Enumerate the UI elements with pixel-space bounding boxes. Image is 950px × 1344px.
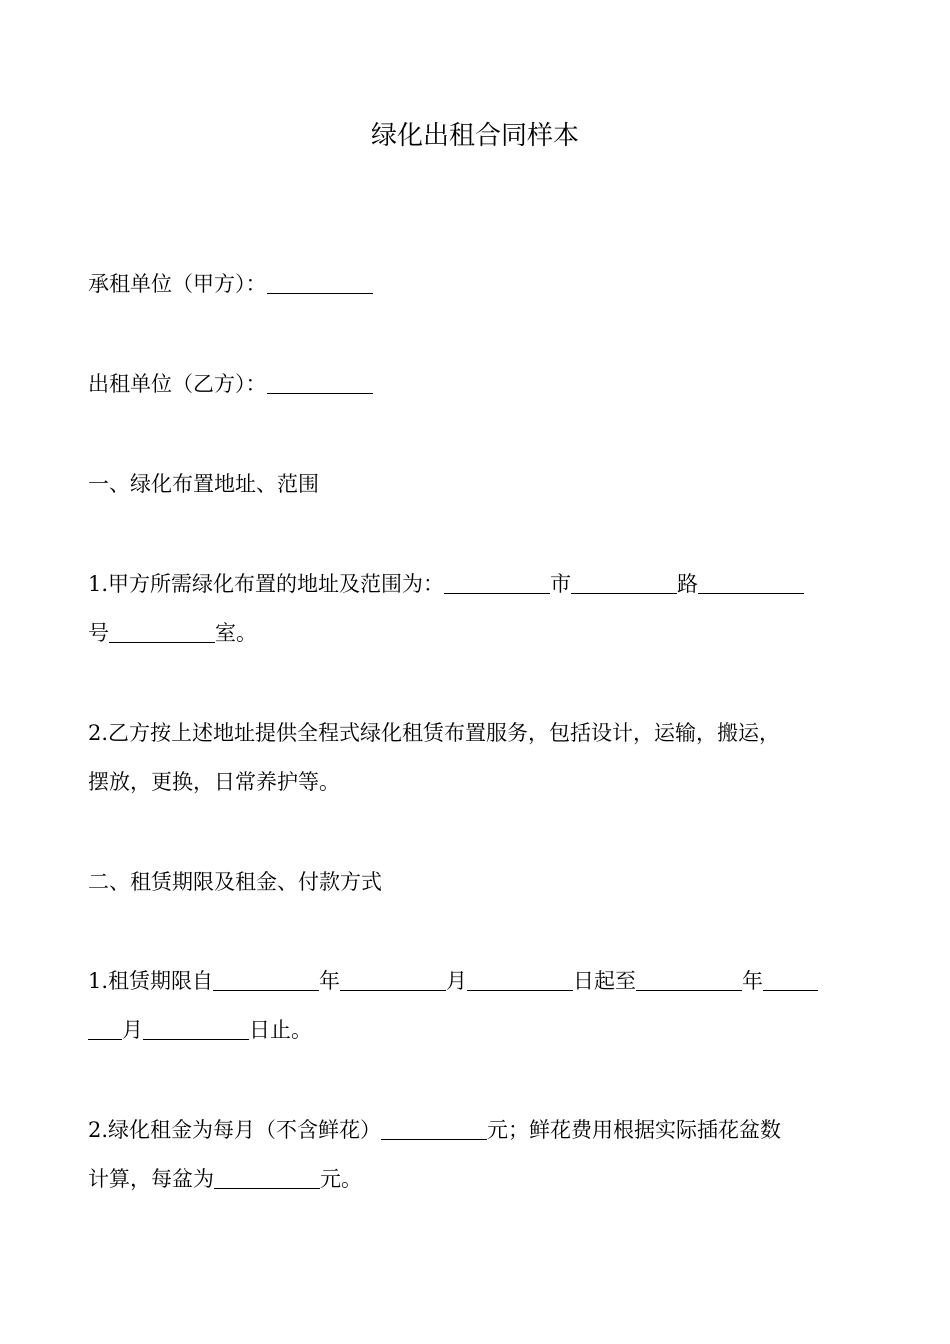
s2-item2-line2-suffix: 元。: [320, 1167, 362, 1191]
party-a-label: 承租单位（甲方）：: [88, 272, 267, 296]
party-a-line: [88, 260, 878, 309]
month2-label: 月: [122, 1018, 143, 1042]
number-label: 号: [88, 621, 109, 645]
road-blank: [571, 572, 677, 594]
end-day-blank: [143, 1018, 249, 1040]
rent-blank: [381, 1118, 487, 1140]
s2-item1-prefix: 1.租赁期限自: [88, 969, 214, 993]
day-to-label: 日止。: [249, 1018, 312, 1042]
year-label: 年: [319, 969, 341, 993]
room-label: 室。: [215, 621, 257, 645]
s1-item1-prefix: 1.甲方所需绿化布置的地址及范围为：: [88, 572, 445, 596]
party-a-blank: [267, 272, 373, 294]
end-year-blank: [636, 969, 742, 991]
section1-heading: 一、绿化布置地址、范围: [88, 472, 319, 496]
start-year-blank: [213, 969, 319, 991]
room-blank: [109, 621, 215, 643]
city-label: 市: [550, 572, 572, 596]
s2-item2-prefix: 2.绿化租金为每月（不含鲜花）: [88, 1118, 382, 1142]
start-month-blank: [340, 969, 446, 991]
party-b-blank: [267, 372, 373, 394]
city-blank: [444, 572, 550, 594]
party-b-label: 出租单位（乙方）：: [88, 372, 267, 396]
s2-item2-line1: [88, 1106, 878, 1155]
s2-item1-line2: [88, 1006, 878, 1055]
s1-item1-line1: [88, 560, 878, 609]
s2-item1-line1: [88, 957, 878, 1006]
section2-heading: 二、租赁期限及租金、付款方式: [88, 870, 382, 894]
number-blank: [698, 572, 804, 594]
end-month-blank-end: [88, 1018, 122, 1040]
day-from-label: 日起至: [573, 969, 637, 993]
s1-item2-line2: 摆放，更换，日常养护等。: [88, 770, 340, 794]
road-label: 路: [677, 572, 699, 596]
s2-item2-mid: 元；鲜花费用根据实际插花盆数: [487, 1118, 782, 1142]
party-b-line: [88, 360, 878, 409]
s2-item2-line2-prefix: 计算，每盆为: [88, 1167, 214, 1191]
s1-item1-line2: [88, 609, 878, 658]
per-pot-blank: [214, 1167, 320, 1189]
year2-label: 年: [742, 969, 764, 993]
document-title: 绿化出租合同样本: [370, 121, 579, 151]
month-label: 月: [446, 969, 468, 993]
s1-item2-line1: 2.乙方按上述地址提供全程式绿化租赁布置服务，包括设计，运输，搬运，: [88, 721, 781, 745]
end-month-blank-start: [763, 969, 818, 991]
start-day-blank: [467, 969, 573, 991]
s2-item2-line2: [88, 1155, 878, 1204]
